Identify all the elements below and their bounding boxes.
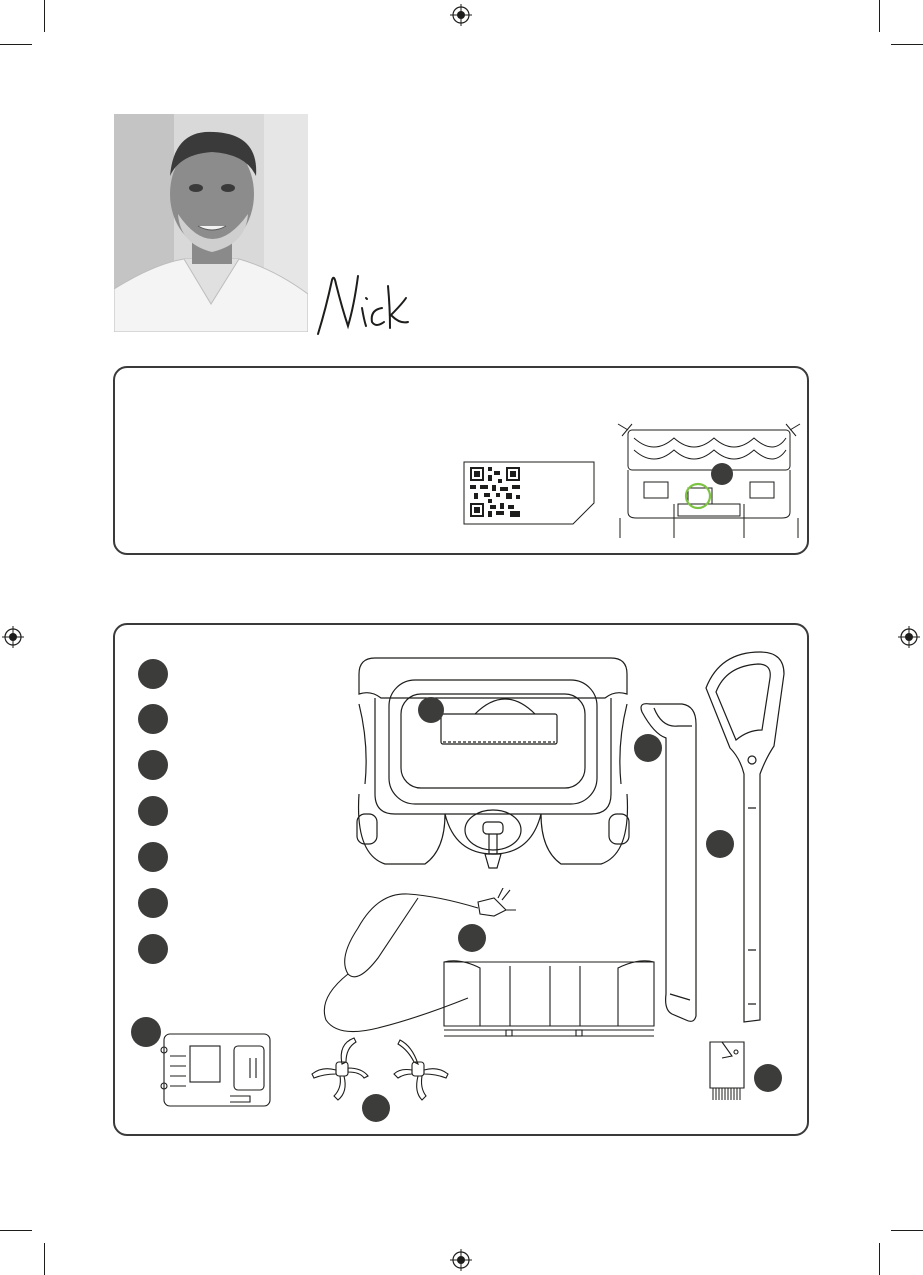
pool-robot-illustration bbox=[355, 654, 631, 874]
crop-mark bbox=[44, 0, 45, 32]
robot-underside-illustration bbox=[614, 420, 804, 538]
side-brushes-illustration bbox=[308, 1034, 452, 1124]
item-badge bbox=[138, 796, 168, 826]
registration-mark-icon bbox=[450, 4, 472, 26]
registration-mark-icon bbox=[898, 626, 920, 648]
item-badge bbox=[138, 934, 168, 964]
handwritten-signature bbox=[312, 268, 412, 340]
item-badge bbox=[138, 888, 168, 918]
registration-mark-icon bbox=[450, 1249, 472, 1271]
founder-portrait-photo bbox=[114, 114, 308, 332]
item-badge bbox=[138, 704, 168, 734]
crop-mark bbox=[891, 1230, 923, 1231]
registration-mark-icon bbox=[2, 626, 24, 648]
handle-section-illustration bbox=[632, 698, 704, 1024]
qr-code-icon bbox=[470, 467, 520, 517]
crop-mark bbox=[879, 0, 880, 32]
item-badge bbox=[138, 842, 168, 872]
crop-mark bbox=[891, 44, 923, 45]
cleaning-comb-illustration bbox=[704, 1038, 784, 1108]
crop-mark bbox=[879, 1243, 880, 1275]
crop-mark bbox=[0, 44, 32, 45]
handle-grip-illustration bbox=[700, 648, 790, 1026]
item-badge bbox=[138, 659, 168, 689]
crop-mark bbox=[44, 1243, 45, 1275]
crop-mark bbox=[0, 1230, 32, 1231]
filter-basket-illustration bbox=[440, 956, 658, 1040]
battery-pack-illustration bbox=[130, 1016, 274, 1112]
item-badge bbox=[138, 750, 168, 780]
